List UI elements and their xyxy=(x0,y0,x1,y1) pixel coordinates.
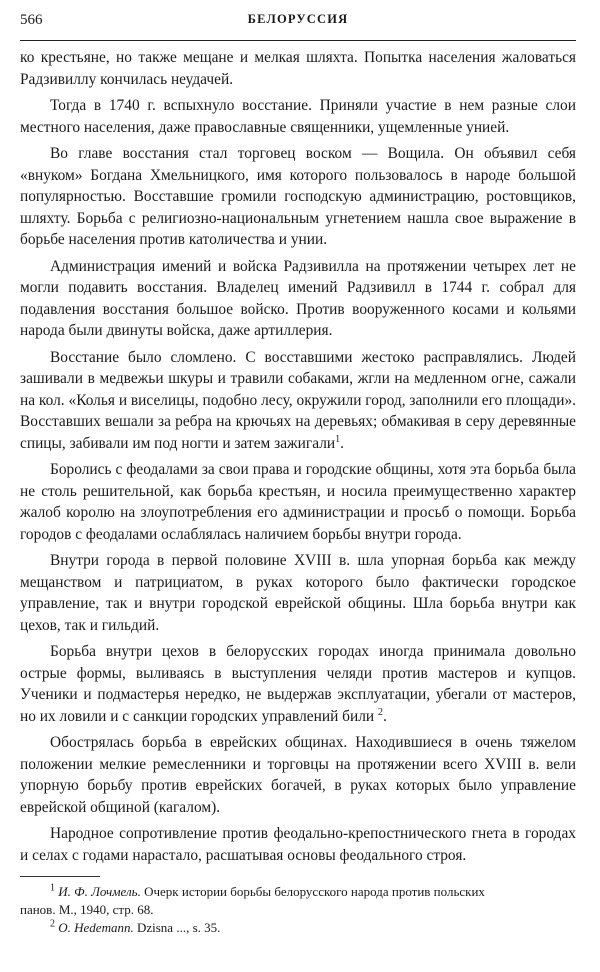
main-text xyxy=(20,47,576,866)
footnote-mark: 1 xyxy=(50,882,55,894)
footnotes xyxy=(20,883,576,937)
paragraph: Тогда в 1740 г. вспыхнуло восстание. Приняли участие в нем разные слои местного населения, даже православные священники, ущемленные унией. xyxy=(20,97,576,136)
running-title: БЕЛОРУССИЯ xyxy=(247,12,349,26)
footnote-text: Dzisna ..., s. 35. xyxy=(136,920,221,935)
footnote-rule xyxy=(20,876,100,877)
footnote-author: O. Hedemann. xyxy=(58,920,134,935)
header-rule xyxy=(20,40,576,41)
footnote-mark: 2 xyxy=(50,918,55,930)
paragraph: Обострялась борьба в еврейских общинах. Находившиеся в очень тяжелом положении мелкие ремесленники и торговцы на протяжении всего XVIII в. вели упорную борьбу против еврейских богачей, в руках которых было управление еврейской общиной (кагалом). xyxy=(20,734,576,816)
paragraph: Внутри города в первой половине XVIII в. шла упорная борьба как между мещанством и патрициатом, в руках которого было фактически городское управление, так и внутри городской еврейской общины. Шла борьба внутри как цехов, так и гильдий. xyxy=(20,552,576,634)
footnote-text: Очерк истории борьбы белорусского народа против польских xyxy=(144,884,485,899)
footnote xyxy=(20,883,576,901)
paragraph: Народное сопротивление против феодально-крепостнического гнета в городах и селах с годами нарастало, расшатывая основы феодального строя. xyxy=(20,825,576,864)
paragraph: Борьба внутри цехов в белорусских городах иногда принимала довольно острые формы, выливаясь в выступления челяди против мастеров и купцов. Ученики и подмастерья нередко, не выдержав эксплуатации, убегали от мастеров, но их ловили и с санкции городских управлений били $^2$. xyxy=(20,643,576,725)
paragraph: ко крестьяне, но также мещане и мелкая шляхта. Попытка населения жаловаться Радзивиллу кончилась неудачей. xyxy=(20,49,576,88)
paragraph-text: Борьба внутри цехов в белорусских городах иногда принимала довольно острые формы, выливаясь в выступления челяди против мастеров и купцов. Ученики и подмастерья нередко, не выдержав эксплуатации, убегали от мастеров, но их ловили и с санкции городских управлений били xyxy=(20,643,576,725)
footnote-ref: 2 xyxy=(378,706,384,718)
paragraph: Во главе восстания стал торговец воском — Вощила. Он объявил себя «внуком» Богдана Хмельницкого, имя которого пользовалось в народе большой популярностью. Восставшие громили господскую администрацию, ростовщиков, шляхту. Борьба с религиозно-национальным угнетением нашла свое выражение в борьбе населения против католичества и унии. xyxy=(20,145,576,248)
page-header xyxy=(20,12,576,34)
paragraph: Администрация имений и войска Радзивилла на протяжении четырех лет не могли подавить восстания. Владелец имений Радзивилл в 1744 г. собрал для подавления восстания большое войско. Против вооруженного косами и кольями народа были двинуты войска, даже артиллерия. xyxy=(20,257,576,339)
page-number: 566 xyxy=(20,12,43,28)
paragraph: Восстание было сломлено. С восставшими жестоко расправлялись. Людей зашивали в медвежьи шкуры и травили собаками, жгли на медленном огне, сажали на кол. «Колья и виселицы, подобно лесу, окружили город, заполнили его площади». Восставших вешали за ребра на крючьях на деревьях; обмакивая в серу деревянные спицы, забивали им под ногти и затем зажигали$^1$. xyxy=(20,348,576,452)
paragraph: Боролись с феодалами за свои права и городские общины, хотя эта борьба была не столь решительной, как борьба крестьян, и носила преимущественно характер жалоб королю на злоупотребления его администрации и просьб о помощи. Борьба городов с феодалами ослаблялась наличием борьбы внутри города. xyxy=(20,461,576,543)
footnote-continuation: панов. М., 1940, стр. 68. xyxy=(20,902,154,917)
paragraph-text: Восстание было сломлено. С восставшими жестоко расправлялись. Людей зашивали в медвежьи шкуры и травили собаками, жгли на медленном огне, сажали на кол. «Колья и виселицы, подобно лесу, окружили город, заполнили его площади». Восставших вешали за ребра на крючьях на деревьях; обмакивая в серу деревянные спицы, забивали им под ногти и затем зажигали xyxy=(20,348,576,452)
footnote xyxy=(20,919,576,937)
footnote-ref: 1 xyxy=(335,433,341,445)
footnote-author: И. Ф. Лочмель. xyxy=(58,884,141,899)
